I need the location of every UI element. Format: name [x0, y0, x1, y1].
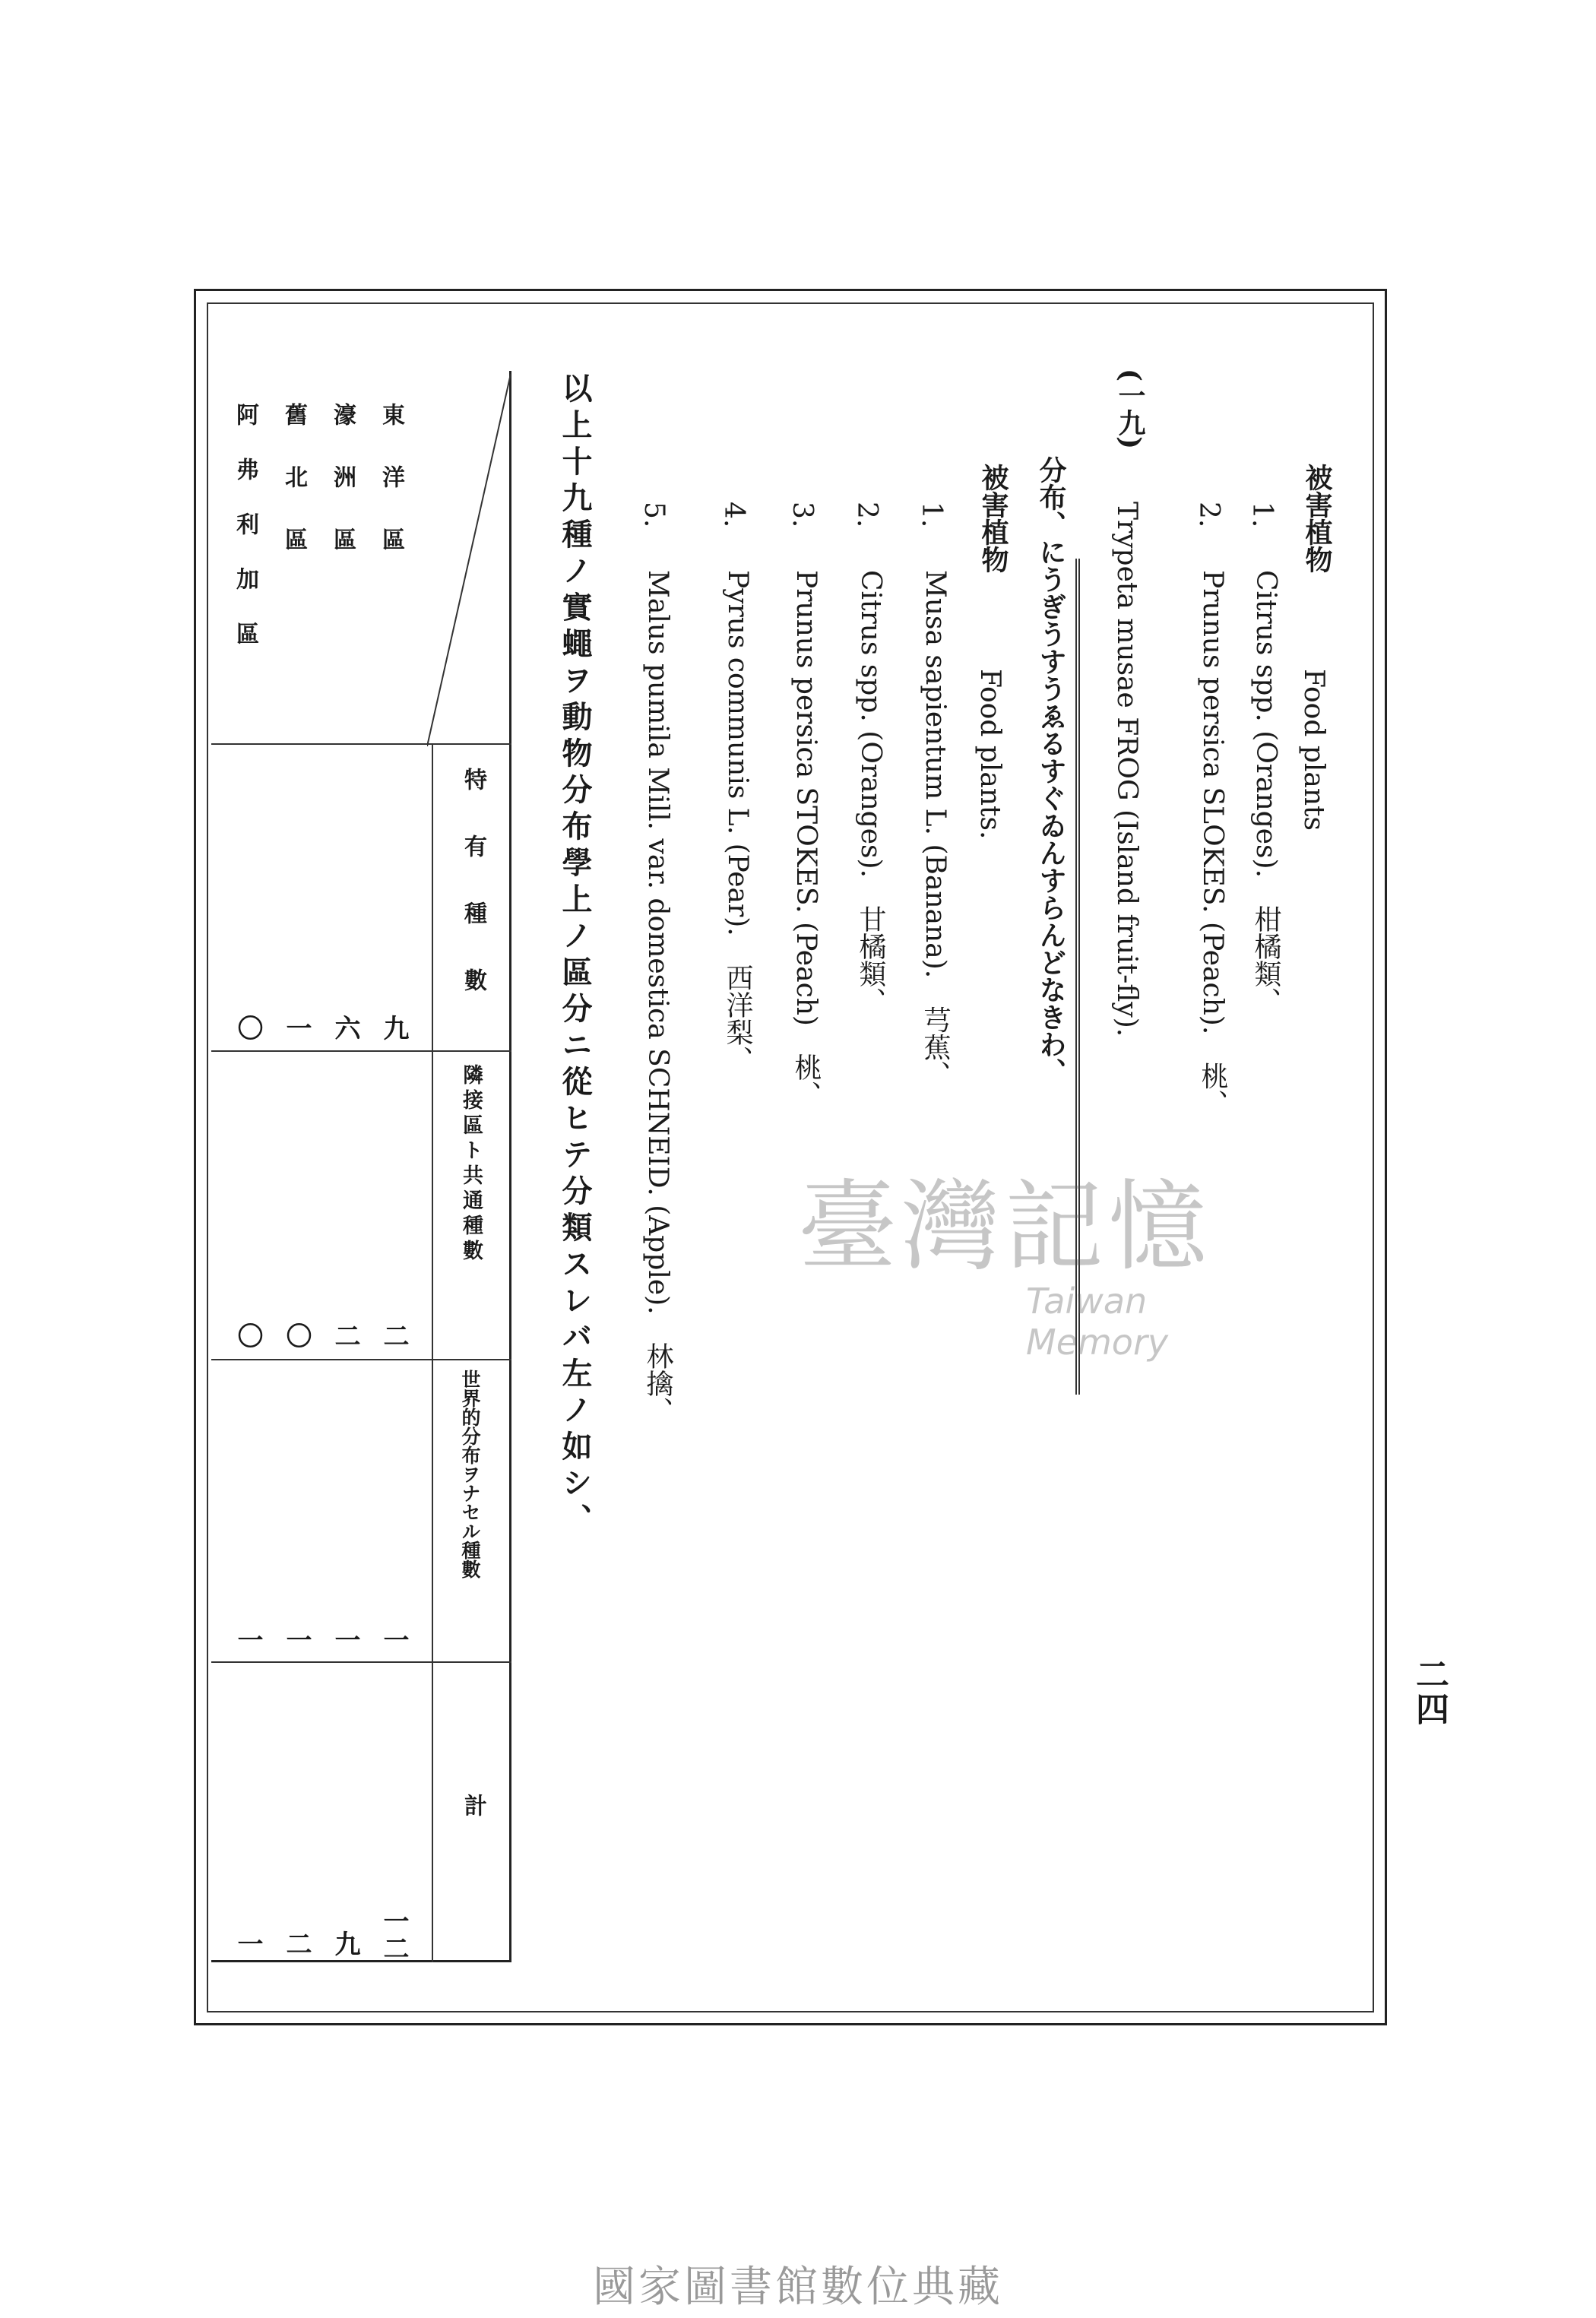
food-plant-1: Citrus spp. (Oranges). 柑橘類、	[1250, 570, 1281, 1015]
value-shared-2: 二	[330, 1322, 360, 1363]
value-endemic-3: 一	[281, 1015, 312, 1056]
footer-archive-label: 國家圖書館數位典藏	[593, 2263, 1003, 2312]
watermark-en: Taiwan Memory	[1026, 1281, 1169, 1363]
s19-plant-1: Musa sapientum L. (Banana). 芎蕉、	[920, 570, 951, 1088]
value-endemic-2: 六	[330, 1015, 360, 1056]
value-world-2: 一	[330, 1626, 360, 1667]
food-plant-2-num: 2.	[1193, 502, 1224, 528]
section-19-food-plants-en: Food plants.	[974, 669, 1005, 840]
section-19-food-plants-jp: 被害植物	[977, 464, 1009, 573]
section-19-number: (一九)	[1114, 369, 1146, 450]
s19-plant-3-num: 3.	[787, 502, 818, 528]
region-label-1: 東洋區	[378, 403, 404, 590]
table-corner-diagonal	[427, 374, 511, 746]
header-endemic: 特有種數	[460, 768, 486, 1035]
region-label-2: 濠洲區	[329, 403, 356, 590]
table-header-line	[432, 743, 433, 1962]
section-19-species: Trypeta musae FROG (Island fruit-fly).	[1111, 502, 1142, 1037]
s19-plant-4: Pyrus communis L. (Pear). 西洋梨、	[722, 570, 753, 1073]
region-label-3: 舊北區	[280, 403, 307, 590]
region-label-4: 阿弗利加區	[232, 403, 258, 676]
summary-text: 以上十九種ノ實蠅ヲ動物分布學上ノ區分ニ從ヒテ分類スレバ左ノ如シ、	[557, 372, 593, 1540]
food-plant-2: Prunus persica SLOKES. (Peach). 桃、	[1197, 570, 1228, 1117]
food-plant-1-num: 1.	[1246, 502, 1278, 528]
value-shared-4: 〇	[233, 1322, 263, 1363]
header-world: 世界的分布ヲナセル種數	[459, 1370, 481, 1579]
value-endemic-1: 九	[378, 1015, 409, 1056]
value-endemic-4: 〇	[233, 1015, 263, 1056]
value-world-1: 一	[378, 1626, 409, 1667]
s19-plant-4-num: 4.	[718, 502, 749, 528]
s19-plant-3: Prunus persica STOKES. (Peach) 桃、	[790, 570, 822, 1108]
s19-plant-2-num: 2.	[851, 502, 882, 528]
food-plants-heading-en: Food plants	[1298, 669, 1329, 831]
taiwan-memory-watermark	[798, 1148, 1292, 1363]
watermark-cn: 臺灣記憶	[798, 1169, 1212, 1284]
s19-plant-5-num: 5.	[638, 502, 670, 528]
s19-plant-2: Citrus spp. (Oranges). 甘橘類、	[855, 570, 886, 1015]
section-19-distribution: 分布、にうぎうすうゑるすぐゐんすらんどなきわ、	[1035, 456, 1067, 1085]
value-total-1: 一二	[378, 1908, 409, 1962]
value-total-4: 一	[233, 1930, 263, 1971]
food-plants-heading-jp: 被害植物	[1301, 464, 1333, 573]
value-world-4: 一	[233, 1626, 263, 1667]
header-shared: 隣接區ト共通種數	[459, 1064, 483, 1265]
s19-plant-5: Malus pumila Mill. var. domestica SCHNEID. (Apple). 林擒、	[642, 570, 673, 1424]
value-shared-1: 二	[378, 1322, 409, 1363]
value-total-3: 二	[281, 1930, 312, 1971]
header-total: 計	[460, 1794, 486, 1816]
s19-plant-1-num: 1.	[916, 502, 947, 528]
value-total-2: 九	[330, 1930, 360, 1971]
value-shared-3: 〇	[281, 1322, 312, 1363]
value-world-3: 一	[281, 1626, 312, 1667]
page-number: 二四	[1410, 1657, 1449, 1727]
